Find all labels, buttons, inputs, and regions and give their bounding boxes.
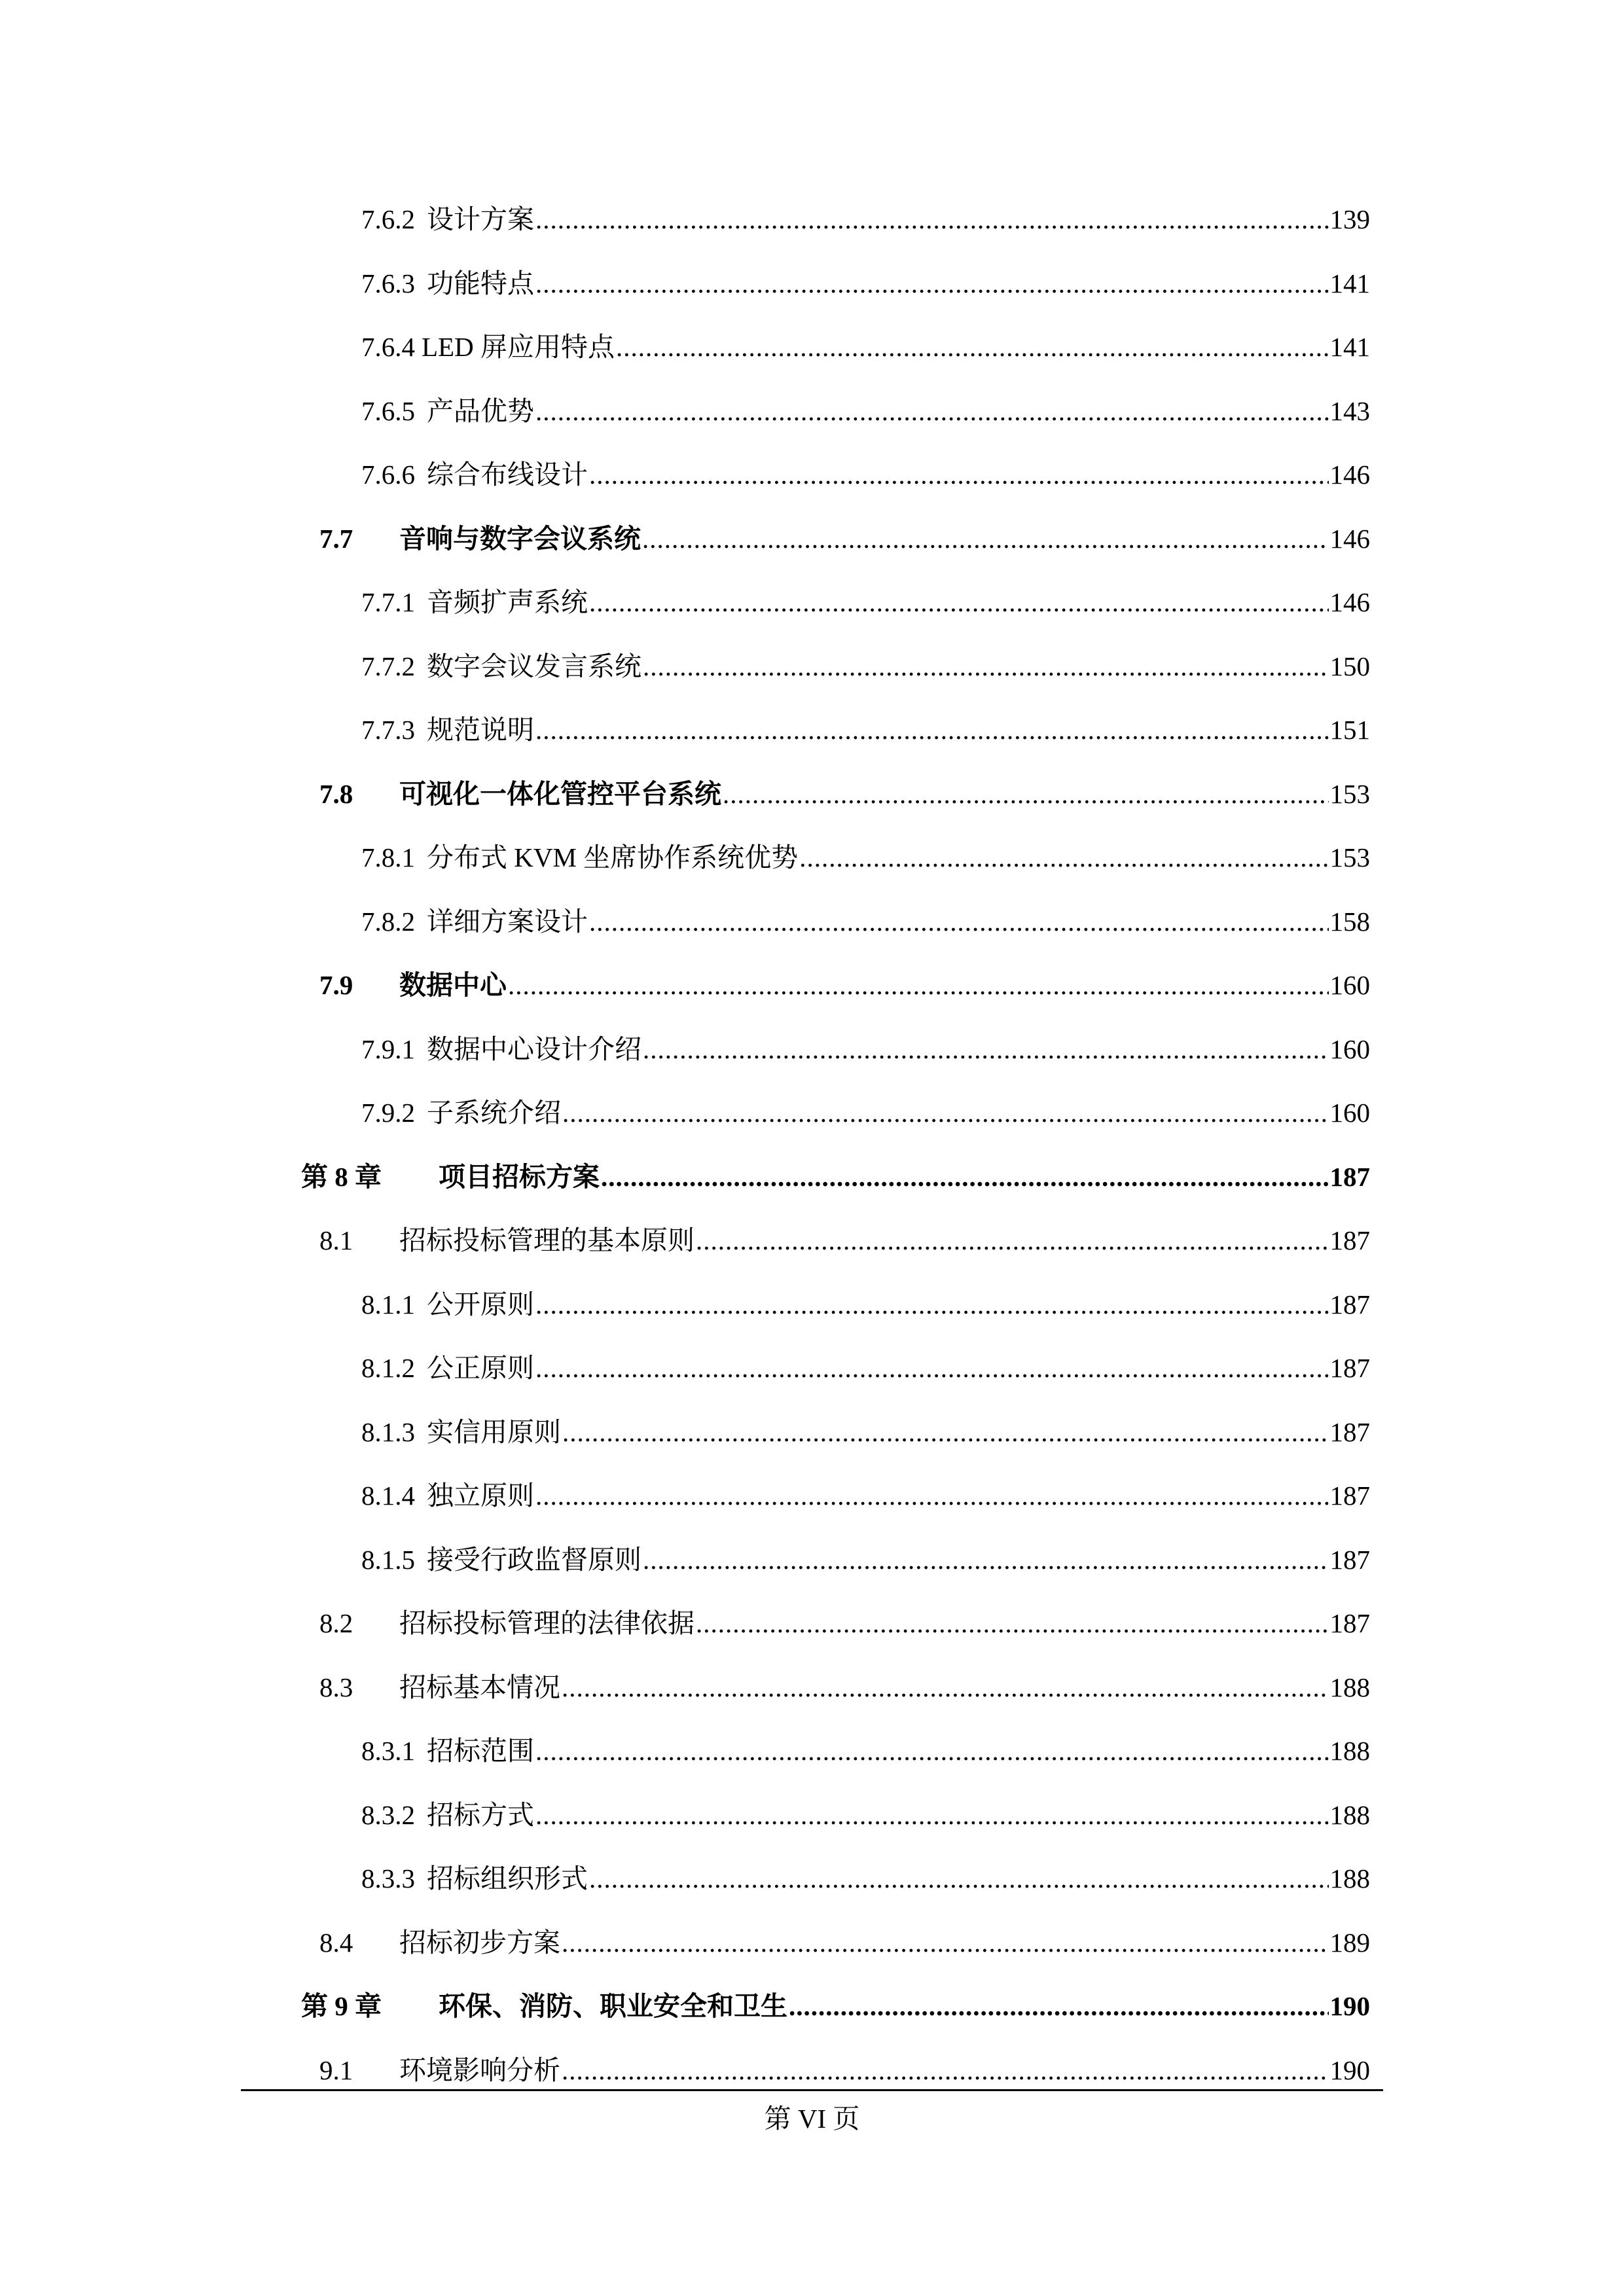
toc-subsection-entry[interactable]	[361, 1348, 1370, 1388]
toc-dot-leader	[643, 1030, 1329, 1069]
toc-entry-number: 7.6.6	[361, 459, 415, 490]
toc-entry-page-number: 146	[1329, 524, 1370, 554]
toc-entry-number: 8.2	[319, 1608, 353, 1638]
toc-subsection-entry[interactable]	[361, 1540, 1370, 1579]
toc-entry-page-number: 143	[1329, 396, 1370, 426]
toc-entry-number: 8.3	[319, 1672, 353, 1702]
toc-entry-title: 数据中心	[399, 970, 507, 1000]
toc-chapter-entry[interactable]	[301, 1986, 1370, 2026]
toc-dot-leader	[535, 1731, 1329, 1770]
toc-entry-page-number: 187	[1329, 1225, 1370, 1255]
toc-entry-number: 7.9.1	[361, 1034, 415, 1064]
toc-entry-title: 接受行政监督原则	[427, 1545, 641, 1575]
toc-section-entry[interactable]	[319, 2051, 1370, 2090]
toc-entry-title: 招标基本情况	[399, 1672, 560, 1702]
toc-dot-leader	[799, 838, 1328, 877]
toc-chapter-entry[interactable]	[301, 1157, 1370, 1196]
toc-entry-number: 8.1.5	[361, 1545, 415, 1575]
toc-entry-number: 8.3.2	[361, 1800, 415, 1830]
toc-dot-leader	[589, 902, 1329, 941]
toc-entry-title: 音响与数字会议系统	[399, 524, 641, 554]
toc-entry-title: 数字会议发言系统	[427, 651, 641, 681]
toc-entry-page-number: 146	[1329, 587, 1370, 617]
toc-entry-page-number: 188	[1329, 1672, 1370, 1702]
toc-subsection-entry[interactable]	[361, 1731, 1370, 1770]
toc-entry-number: 7.7.1	[361, 587, 415, 617]
toc-entry-page-number: 187	[1329, 1417, 1370, 1447]
toc-entry-number: 7.7	[319, 524, 353, 554]
toc-dot-leader	[562, 2051, 1329, 2090]
toc-dot-leader	[723, 774, 1329, 814]
toc-dot-leader	[589, 455, 1329, 494]
toc-entry-title: 环保、消防、职业安全和卫生	[439, 1991, 787, 2021]
toc-dot-leader	[535, 264, 1329, 303]
toc-entry-title: LED 屏应用特点	[422, 332, 615, 362]
toc-entry-number: 7.7.3	[361, 715, 415, 745]
toc-entry-number: 7.6.4	[361, 332, 415, 362]
toc-entry-number: 8.4	[319, 1928, 353, 1958]
toc-entry-number: 7.9	[319, 970, 353, 1000]
toc-subsection-entry[interactable]	[361, 902, 1370, 941]
toc-dot-leader	[508, 965, 1329, 1005]
toc-subsection-entry[interactable]	[361, 1093, 1370, 1132]
toc-entry-page-number: 187	[1329, 1289, 1370, 1319]
toc-entry-title: 公正原则	[427, 1353, 534, 1383]
toc-subsection-entry[interactable]	[361, 455, 1370, 494]
toc-entry-page-number: 139	[1329, 204, 1370, 234]
toc-entry-page-number: 190	[1329, 2055, 1370, 2085]
toc-dot-leader	[589, 583, 1329, 622]
toc-entry-title: 公开原则	[427, 1289, 534, 1319]
toc-entry-title: 环境影响分析	[399, 2055, 560, 2085]
toc-entry-page-number: 160	[1329, 1098, 1370, 1128]
toc-entry-page-number: 141	[1329, 268, 1370, 298]
toc-entry-number: 7.6.3	[361, 268, 415, 298]
toc-dot-leader	[589, 1859, 1329, 1898]
toc-dot-leader	[535, 1348, 1329, 1388]
toc-entry-number: 7.8.2	[361, 906, 415, 937]
toc-subsection-entry[interactable]	[361, 327, 1370, 367]
toc-entry-page-number: 187	[1329, 1480, 1370, 1511]
toc-entry-number: 7.6.2	[361, 204, 415, 234]
toc-entry-title: 音频扩声系统	[427, 587, 588, 617]
toc-dot-leader	[643, 647, 1329, 686]
toc-entry-page-number: 187	[1329, 1608, 1370, 1638]
toc-entry-title: 详细方案设计	[427, 906, 588, 937]
toc-subsection-entry[interactable]	[361, 391, 1370, 431]
toc-dot-leader	[562, 1668, 1329, 1707]
toc-dot-leader	[601, 1157, 1329, 1196]
footer-divider	[241, 2089, 1383, 2091]
toc-entry-page-number: 189	[1329, 1928, 1370, 1958]
toc-entry-page-number: 187	[1329, 1353, 1370, 1383]
toc-subsection-entry[interactable]	[361, 710, 1370, 749]
toc-dot-leader	[535, 1476, 1329, 1515]
toc-dot-leader	[535, 1285, 1329, 1324]
toc-entry-title: 招标投标管理的基本原则	[399, 1225, 695, 1255]
toc-section-entry[interactable]	[319, 1221, 1370, 1260]
toc-entry-number: 8.1	[319, 1225, 353, 1255]
toc-entry-number: 8.1.3	[361, 1417, 415, 1447]
toc-entry-number: 7.8.1	[361, 842, 415, 872]
toc-section-entry[interactable]	[319, 1923, 1370, 1962]
toc-entry-page-number: 188	[1329, 1863, 1370, 1893]
toc-entry-title: 招标初步方案	[399, 1928, 560, 1958]
toc-dot-leader	[562, 1093, 1329, 1132]
toc-entry-number: 7.6.5	[361, 396, 415, 426]
toc-entry-page-number: 188	[1329, 1736, 1370, 1766]
toc-entry-title: 子系统介绍	[427, 1098, 561, 1128]
toc-subsection-entry[interactable]	[361, 1859, 1370, 1898]
toc-subsection-entry[interactable]	[361, 583, 1370, 622]
toc-entry-number: 8.3.3	[361, 1863, 415, 1893]
toc-entry-title: 规范说明	[427, 715, 534, 745]
toc-entry-page-number: 187	[1329, 1162, 1370, 1192]
toc-section-entry[interactable]	[319, 965, 1370, 1005]
toc-subsection-entry[interactable]	[361, 264, 1370, 303]
toc-entry-page-number: 160	[1329, 970, 1370, 1000]
toc-subsection-entry[interactable]	[361, 1795, 1370, 1835]
toc-section-entry[interactable]	[319, 1668, 1370, 1707]
toc-subsection-entry[interactable]	[361, 1476, 1370, 1515]
toc-entry-title: 数据中心设计介绍	[427, 1034, 641, 1064]
toc-entry-title: 招标方式	[427, 1800, 534, 1830]
toc-entry-title: 设计方案	[427, 204, 534, 234]
toc-entry-number: 8.1.4	[361, 1480, 415, 1511]
toc-entry-page-number: 146	[1329, 459, 1370, 490]
toc-subsection-entry[interactable]	[361, 647, 1370, 686]
toc-entry-number: 7.8	[319, 779, 353, 809]
toc-subsection-entry[interactable]	[361, 838, 1370, 877]
toc-dot-leader	[535, 710, 1329, 749]
toc-dot-leader	[789, 1986, 1329, 2026]
toc-entry-page-number: 151	[1329, 715, 1370, 745]
toc-dot-leader	[642, 519, 1329, 558]
toc-entry-title: 功能特点	[427, 268, 534, 298]
toc-entry-page-number: 153	[1329, 779, 1370, 809]
toc-entry-number: 8.1.2	[361, 1353, 415, 1383]
footer-page-number: 第 VI 页	[764, 2104, 860, 2134]
toc-entry-title: 招标投标管理的法律依据	[399, 1608, 695, 1638]
toc-entry-number: 第 8 章	[301, 1162, 382, 1192]
toc-entry-page-number: 190	[1329, 1991, 1370, 2021]
toc-section-entry[interactable]	[319, 1604, 1370, 1643]
toc-entry-page-number: 187	[1329, 1545, 1370, 1575]
toc-entry-number: 7.7.2	[361, 651, 415, 681]
toc-dot-leader	[562, 1923, 1329, 1962]
toc-entry-title: 分布式 KVM 坐席协作系统优势	[427, 842, 799, 872]
toc-entry-page-number: 158	[1329, 906, 1370, 937]
toc-dot-leader	[535, 200, 1329, 239]
toc-entry-title: 产品优势	[427, 396, 534, 426]
toc-entry-page-number: 160	[1329, 1034, 1370, 1064]
toc-entry-title: 实信用原则	[427, 1417, 561, 1447]
toc-section-entry[interactable]	[319, 774, 1370, 814]
toc-dot-leader	[616, 327, 1329, 367]
toc-entry-number: 第 9 章	[301, 1991, 382, 2021]
toc-entry-page-number: 188	[1329, 1800, 1370, 1830]
toc-subsection-entry[interactable]	[361, 1285, 1370, 1324]
toc-dot-leader	[696, 1221, 1329, 1260]
toc-subsection-entry[interactable]	[361, 1030, 1370, 1069]
toc-entry-title: 招标范围	[427, 1736, 534, 1766]
toc-entry-title: 项目招标方案	[439, 1162, 600, 1192]
toc-entry-number: 7.9.2	[361, 1098, 415, 1128]
toc-entry-number: 8.1.1	[361, 1289, 415, 1319]
toc-subsection-entry[interactable]	[361, 200, 1370, 239]
toc-entry-title: 招标组织形式	[427, 1863, 588, 1893]
toc-entry-title: 独立原则	[427, 1480, 534, 1511]
toc-entry-page-number: 150	[1329, 651, 1370, 681]
toc-dot-leader	[643, 1540, 1329, 1579]
toc-dot-leader	[696, 1604, 1329, 1643]
toc-dot-leader	[535, 391, 1329, 431]
toc-entry-number: 9.1	[319, 2055, 353, 2085]
toc-entry-title: 可视化一体化管控平台系统	[399, 779, 721, 809]
toc-dot-leader	[535, 1795, 1329, 1835]
toc-entry-page-number: 153	[1329, 842, 1370, 872]
toc-section-entry[interactable]	[319, 519, 1370, 558]
toc-entry-number: 8.3.1	[361, 1736, 415, 1766]
toc-entry-title: 综合布线设计	[427, 459, 588, 490]
toc-dot-leader	[562, 1412, 1329, 1452]
toc-entry-page-number: 141	[1329, 332, 1370, 362]
toc-subsection-entry[interactable]	[361, 1412, 1370, 1452]
